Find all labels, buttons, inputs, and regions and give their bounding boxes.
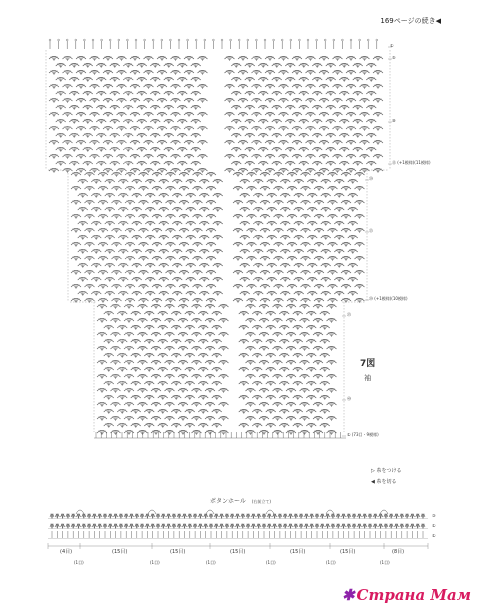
shell-stitch-post (81, 249, 83, 253)
shell-stitch-post (96, 179, 98, 183)
shell-stitch-post (54, 168, 56, 172)
shell-stitch-post (106, 140, 108, 144)
shell-stitch-post (103, 214, 105, 218)
shell-stitch-post (81, 193, 83, 197)
shell-stitch-post (121, 311, 123, 315)
shell-stitch-post (102, 304, 104, 308)
shell-stitch-post (128, 284, 130, 288)
shell-stitch-post (110, 207, 112, 211)
shell-stitch-post (128, 298, 130, 302)
shell-stitch-post (116, 318, 118, 322)
shell-stitch-post (115, 161, 117, 165)
shell-stitch-post (81, 235, 83, 239)
shell-stitch-post (115, 214, 117, 218)
shell-stitch-post (88, 133, 90, 137)
shell-stitch-post (74, 298, 76, 302)
shell-stitch-post (95, 179, 97, 183)
shell-stitch-post (95, 154, 97, 158)
shell-stitch-post (74, 270, 76, 274)
shell-stitch-post (74, 228, 76, 232)
shell-stitch-post (123, 207, 125, 211)
shell-stitch-post (130, 186, 132, 190)
shell-stitch-post (115, 200, 117, 204)
shell-stitch-post (117, 242, 119, 246)
shell-stitch-post (61, 161, 63, 165)
shell-stitch-post (110, 235, 112, 239)
shell-stitch-post (122, 168, 124, 172)
shell-stitch-post (127, 161, 129, 165)
shell-stitch-post (115, 147, 117, 151)
shell-stitch-post (123, 249, 125, 253)
shell-stitch-post (122, 207, 124, 211)
shell-stitch-post (108, 193, 110, 197)
shell-stitch-post (86, 133, 88, 137)
shell-stitch-post (83, 221, 85, 225)
shell-stitch-post (90, 242, 92, 246)
shell-stitch-post (122, 249, 124, 253)
shell-stitch-post (76, 214, 78, 218)
shell-stitch-post (103, 186, 105, 190)
shell-stitch-post (88, 284, 90, 288)
shell-stitch-post (76, 256, 78, 260)
shell-stitch-post (101, 186, 103, 190)
shell-stitch-post (74, 161, 76, 165)
shell-stitch-post (68, 140, 70, 144)
shell-stitch-post (74, 214, 76, 218)
shell-stitch-post (128, 200, 130, 204)
shell-stitch-post (95, 221, 97, 225)
shell-stitch-post (129, 318, 131, 322)
shell-stitch-post (115, 172, 117, 176)
shell-stitch-post (81, 291, 83, 295)
shell-stitch-post (122, 263, 124, 267)
shell-stitch-post (106, 168, 108, 172)
shell-stitch-post (61, 147, 63, 151)
shell-stitch-post (101, 242, 103, 246)
shell-stitch-post (114, 318, 116, 322)
shell-stitch-post (73, 161, 75, 165)
shell-stitch-post (101, 270, 103, 274)
shell-stitch-post (110, 179, 112, 183)
shell-stitch-post (52, 126, 54, 130)
shell-stitch-post (130, 298, 132, 302)
shell-stitch-post (115, 186, 117, 190)
shell-stitch-post (130, 228, 132, 232)
shell-stitch-post (54, 154, 56, 158)
shell-stitch-post (66, 154, 68, 158)
shell-stitch-post (116, 304, 118, 308)
shell-stitch-post (115, 242, 117, 246)
shell-stitch-post (115, 298, 117, 302)
shell-stitch-post (96, 235, 98, 239)
shell-stitch-post (101, 200, 103, 204)
shell-stitch-post (117, 228, 119, 232)
shell-stitch-post (128, 214, 130, 218)
shell-stitch-post (101, 214, 103, 218)
shell-stitch-post (110, 291, 112, 295)
shell-stitch-post (101, 147, 103, 151)
arrow-left-icon: ◀ (435, 17, 441, 25)
shell-stitch-post (117, 214, 119, 218)
shell-stitch-post (117, 200, 119, 204)
shell-stitch-post (96, 277, 98, 281)
shell-stitch-post (128, 242, 130, 246)
shell-stitch-post (122, 311, 124, 315)
shell-stitch-post (110, 221, 112, 225)
shell-stitch-post (68, 154, 70, 158)
shell-stitch-post (59, 161, 61, 165)
shell-stitch-post (100, 133, 102, 137)
shell-stitch-post (130, 200, 132, 204)
shell-stitch-post (108, 154, 110, 158)
shell-stitch-post (88, 172, 90, 176)
shell-stitch-post (108, 168, 110, 172)
shell-stitch-post (103, 200, 105, 204)
shell-stitch-post (130, 270, 132, 274)
shell-stitch-post (117, 172, 119, 176)
shell-stitch-post (76, 284, 78, 288)
shell-stitch-post (122, 193, 124, 197)
shell-stitch-post (95, 277, 97, 281)
shell-stitch-post (74, 284, 76, 288)
shell-stitch-post (122, 291, 124, 295)
shell-stitch-post (93, 154, 95, 158)
shell-stitch-post (130, 284, 132, 288)
shell-stitch-post (108, 249, 110, 253)
shell-stitch-post (113, 147, 115, 151)
shell-stitch-post (90, 186, 92, 190)
shell-stitch-post (76, 200, 78, 204)
shell-stitch-post (100, 318, 102, 322)
shell-stitch-post (74, 256, 76, 260)
shell-stitch-post (109, 311, 111, 315)
shell-stitch-post (83, 263, 85, 267)
shell-stitch-post (73, 147, 75, 151)
shell-stitch-post (74, 242, 76, 246)
shell-stitch-post (122, 179, 124, 183)
shell-stitch-post (83, 207, 85, 211)
shell-stitch-post (128, 270, 130, 274)
shell-stitch-post (95, 193, 97, 197)
shell-stitch-post (88, 214, 90, 218)
shell-stitch-post (128, 186, 130, 190)
shell-stitch-post (52, 168, 54, 172)
shell-stitch-post (74, 200, 76, 204)
shell-stitch-post (101, 284, 103, 288)
shell-stitch-post (101, 256, 103, 260)
shell-stitch-post (74, 172, 76, 176)
shell-stitch-post (130, 172, 132, 176)
shell-stitch-post (76, 270, 78, 274)
shell-stitch-post (127, 318, 129, 322)
shell-stitch-post (81, 154, 83, 158)
shell-stitch-post (103, 242, 105, 246)
shell-stitch-post (110, 249, 112, 253)
shell-stitch-post (101, 228, 103, 232)
shell-stitch-post (59, 133, 61, 137)
shell-stitch-post (66, 168, 68, 172)
shell-stitch-post (110, 277, 112, 281)
shell-stitch-post (83, 179, 85, 183)
shell-stitch-post (113, 133, 115, 137)
shell-stitch-post (113, 161, 115, 165)
shell-stitch-post (90, 228, 92, 232)
shell-stitch-post (108, 291, 110, 295)
shell-stitch-post (76, 172, 78, 176)
shell-stitch-post (90, 284, 92, 288)
shell-stitch-post (101, 298, 103, 302)
shell-stitch-post (88, 242, 90, 246)
shell-stitch-post (68, 168, 70, 172)
shell-stitch-post (120, 154, 122, 158)
shell-stitch-post (107, 311, 109, 315)
shell-stitch-post (95, 207, 97, 211)
shell-stitch-post (122, 277, 124, 281)
shell-stitch-post (76, 186, 78, 190)
shell-stitch-post (100, 147, 102, 151)
shell-stitch-post (120, 168, 122, 172)
shell-stitch-post (52, 140, 54, 144)
shell-stitch-post (90, 214, 92, 218)
shell-stitch-post (123, 291, 125, 295)
shell-stitch-post (130, 214, 132, 218)
shell-stitch-post (115, 256, 117, 260)
shell-stitch-post (95, 140, 97, 144)
shell-stitch-post (95, 249, 97, 253)
shell-stitch-post (83, 235, 85, 239)
shell-stitch-post (86, 147, 88, 151)
shell-stitch-post (88, 147, 90, 151)
shell-stitch-post (81, 207, 83, 211)
shell-stitch-post (88, 161, 90, 165)
shell-stitch-post (90, 270, 92, 274)
shell-stitch-post (108, 207, 110, 211)
shell-stitch-post (83, 277, 85, 281)
shell-stitch-post (117, 284, 119, 288)
shell-stitch-post (96, 291, 98, 295)
shell-stitch-post (128, 172, 130, 176)
shell-stitch-post (122, 154, 124, 158)
shell-stitch-post (88, 186, 90, 190)
shell-stitch-post (108, 221, 110, 225)
shell-stitch-post (128, 147, 130, 151)
continuation-note: 169ページの続き◀ (380, 17, 441, 25)
shell-stitch-post (122, 235, 124, 239)
shell-stitch-post (117, 256, 119, 260)
shell-stitch-post (81, 179, 83, 183)
shell-stitch-post (130, 242, 132, 246)
shell-stitch-post (74, 147, 76, 151)
shell-stitch-post (96, 221, 98, 225)
shell-stitch-post (61, 133, 63, 137)
shell-stitch-post (79, 140, 81, 144)
shell-stitch-post (103, 270, 105, 274)
shell-stitch-post (123, 221, 125, 225)
shell-stitch-post (79, 154, 81, 158)
shell-stitch-post (128, 228, 130, 232)
shell-stitch-post (95, 235, 97, 239)
shell-stitch-post (86, 161, 88, 165)
shell-stitch-post (127, 133, 129, 137)
shell-stitch-post (81, 263, 83, 267)
shell-stitch-post (95, 168, 97, 172)
shell-stitch-post (101, 133, 103, 137)
shell-stitch-post (96, 263, 98, 267)
shell-stitch-post (66, 140, 68, 144)
shell-stitch-post (74, 133, 76, 137)
shell-stitch-post (123, 263, 125, 267)
shell-stitch-post (128, 256, 130, 260)
shell-stitch-post (114, 304, 116, 308)
shell-stitch-post (83, 291, 85, 295)
shell-stitch-post (109, 325, 111, 329)
shell-stitch-post (73, 133, 75, 137)
shell-stitch-post (128, 133, 130, 137)
shell-stitch-post (115, 284, 117, 288)
shell-stitch-post (103, 172, 105, 176)
shell-stitch-post (90, 256, 92, 260)
shell-stitch-post (90, 298, 92, 302)
shell-stitch-post (110, 263, 112, 267)
shell-stitch-post (130, 256, 132, 260)
shell-stitch-post (95, 263, 97, 267)
shell-stitch-post (108, 277, 110, 281)
shell-stitch-post (106, 154, 108, 158)
shell-stitch-post (81, 221, 83, 225)
shell-stitch-post (101, 161, 103, 165)
shell-stitch-post (96, 249, 98, 253)
shell-stitch-post (103, 228, 105, 232)
shell-stitch-post (54, 126, 56, 130)
shell-stitch-post (110, 193, 112, 197)
shell-stitch-post (74, 186, 76, 190)
shell-stitch-post (129, 304, 131, 308)
shell-stitch-post (127, 304, 129, 308)
shell-stitch-post (68, 56, 70, 60)
shell-stitch-post (90, 172, 92, 176)
shell-stitch-post (115, 270, 117, 274)
shell-stitch-post (123, 277, 125, 281)
shell-stitch-post (81, 277, 83, 281)
shell-stitch-post (101, 172, 103, 176)
shell-stitch-post (122, 221, 124, 225)
shell-stitch-post (107, 325, 109, 329)
shell-stitch-post (100, 304, 102, 308)
shell-stitch-post (117, 298, 119, 302)
shell-stitch-post (88, 228, 90, 232)
shell-stitch-post (54, 140, 56, 144)
shell-stitch-post (66, 56, 68, 60)
shell-stitch-post (76, 242, 78, 246)
shell-stitch-post (88, 256, 90, 260)
shell-stitch-post (117, 186, 119, 190)
shell-stitch-post (83, 249, 85, 253)
shell-stitch-post (103, 256, 105, 260)
shell-stitch-post (123, 235, 125, 239)
shell-stitch-post (117, 270, 119, 274)
shell-stitch-post (90, 200, 92, 204)
shell-stitch-post (103, 298, 105, 302)
shell-stitch-post (100, 161, 102, 165)
shell-stitch-post (108, 235, 110, 239)
shell-stitch-post (93, 140, 95, 144)
shell-stitch-post (96, 207, 98, 211)
shell-stitch-post (81, 168, 83, 172)
shell-stitch-post (81, 140, 83, 144)
shell-stitch-post (108, 179, 110, 183)
shell-stitch-post (115, 133, 117, 137)
shell-stitch-post (96, 193, 98, 197)
shell-stitch-post (95, 291, 97, 295)
shell-stitch-post (52, 154, 54, 158)
shell-stitch-post (76, 228, 78, 232)
shell-stitch-post (102, 318, 104, 322)
shell-stitch-post (88, 200, 90, 204)
shell-stitch-post (83, 193, 85, 197)
shell-stitch-post (127, 147, 129, 151)
shell-stitch-post (108, 140, 110, 144)
shell-stitch-post (123, 193, 125, 197)
shell-stitch-post (122, 140, 124, 144)
shell-stitch-post (93, 168, 95, 172)
shell-stitch-post (103, 284, 105, 288)
shell-stitch-post (108, 263, 110, 267)
shell-stitch-post (120, 140, 122, 144)
shell-stitch-post (115, 228, 117, 232)
shell-stitch-post (123, 179, 125, 183)
shell-stitch-post (88, 270, 90, 274)
shell-stitch-post (59, 147, 61, 151)
shell-stitch-post (128, 161, 130, 165)
shell-stitch-post (79, 168, 81, 172)
